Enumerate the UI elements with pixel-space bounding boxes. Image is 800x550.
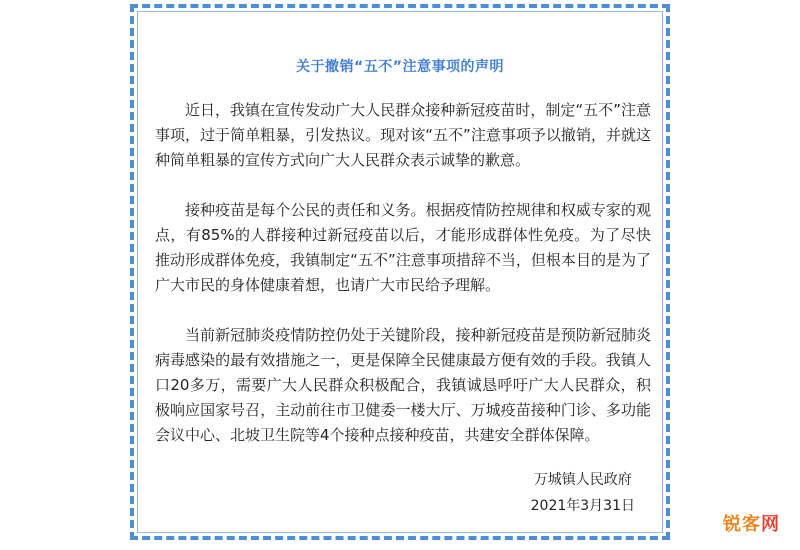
paragraph-2: 接种疫苗是每个公民的责任和义务。根据疫情防控规律和权威专家的观点，有85%的人群接种过新冠疫苗以后，才能形成群体性免疫。为了尽快推动形成群体免疫，我镇制定“五不”注意事项措辞不当，但根本目的是为了广大市民的身体健康着想，也请广大市民给予理解。 xyxy=(155,201,651,294)
document-body xyxy=(155,98,651,473)
signature-block xyxy=(531,467,635,519)
site-watermark-logo xyxy=(723,510,780,536)
document-inner-border xyxy=(137,11,663,533)
watermark-part-1: 锐客 xyxy=(723,514,761,535)
paragraph-3: 当前新冠肺炎疫情防控仍处于关键阶段，接种新冠疫苗是预防新冠肺炎病毒感染的最有效措施之一，更是保障全民健康最方便有效的手段。我镇人口20多万，需要广大人民群众积极配合，我镇诚恳呼吁广大人民群众，积极响应国家号召，主动前往市卫健委一楼大厅、万城疫苗接种门诊、多功能会议中心、北坡卫生院等4个接种点接种疫苗，共建安全群体保障。 xyxy=(155,326,651,444)
paragraph-1: 近日，我镇在宣传发动广大人民群众接种新冠疫苗时，制定“五不”注意事项，过于简单粗暴，引发热议。现对该“五不”注意事项予以撤销，并就这种简单粗暴的宣传方式向广大人民群众表示诚挚的歉意。 xyxy=(155,101,651,169)
issue-date: 2021年3月31日 xyxy=(530,498,635,514)
issuer-name: 万城镇人民政府 xyxy=(533,472,632,488)
document-frame xyxy=(130,4,670,540)
watermark-part-2: 网 xyxy=(761,514,780,535)
document-title: 关于撤销“五不”注意事项的声明 xyxy=(296,59,504,75)
